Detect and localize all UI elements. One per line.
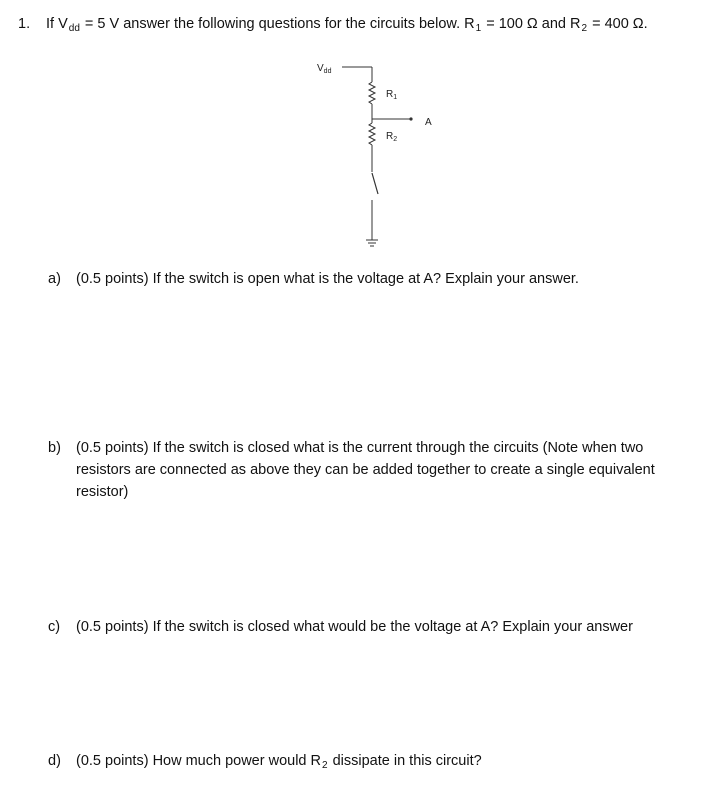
vdd-label: $V_{dd}$ (317, 63, 332, 75)
r2-value-text: = 400 Ω. (588, 16, 648, 32)
vdd-subscript: dd (68, 23, 80, 34)
switch-blade (372, 173, 378, 194)
r2-label: $R_2$ (386, 131, 398, 143)
node-a-dot (409, 117, 412, 120)
part-a-text: (0.5 points) If the switch is open what is the voltage at A? Explain your answer. (76, 271, 579, 287)
r1-value-text: = 100 Ω and R (482, 16, 581, 32)
part-c-letter: c) (48, 619, 61, 635)
part-c (48, 616, 688, 638)
part-b-text: (0.5 points) If the switch is closed what is the current through the circuits (Note when two resistors are connected as above they can be added together to create a single equivalent resistor) (76, 440, 655, 500)
r2-subscript: 2 (581, 23, 588, 34)
r1-label: $R_1$ (386, 89, 398, 101)
part-d (48, 750, 688, 777)
part-d-text (76, 750, 688, 777)
r1-subscript: 1 (475, 23, 482, 34)
resistor-r2 (369, 123, 375, 145)
node-a-label: A (425, 117, 432, 128)
part-a-letter: a) (48, 271, 61, 287)
part-d-subscript: 2 (322, 760, 328, 771)
part-d-text-after: dissipate in this circuit? (328, 753, 482, 769)
part-d-letter: d) (48, 753, 61, 769)
vdd-value-text: = 5 V answer the following questions for the circuits below. R (80, 16, 475, 32)
part-a (48, 268, 688, 290)
part-c-text: (0.5 points) If the switch is closed what would be the voltage at A? Explain your answer (76, 619, 633, 635)
part-b (48, 437, 688, 503)
resistor-r1 (369, 82, 375, 104)
question-1-header (18, 14, 698, 39)
part-d-text-before: (0.5 points) How much power would R (76, 753, 321, 769)
part-b-letter: b) (48, 440, 61, 456)
question-text-start: If V (46, 16, 68, 32)
question-number: 1. (18, 16, 31, 32)
